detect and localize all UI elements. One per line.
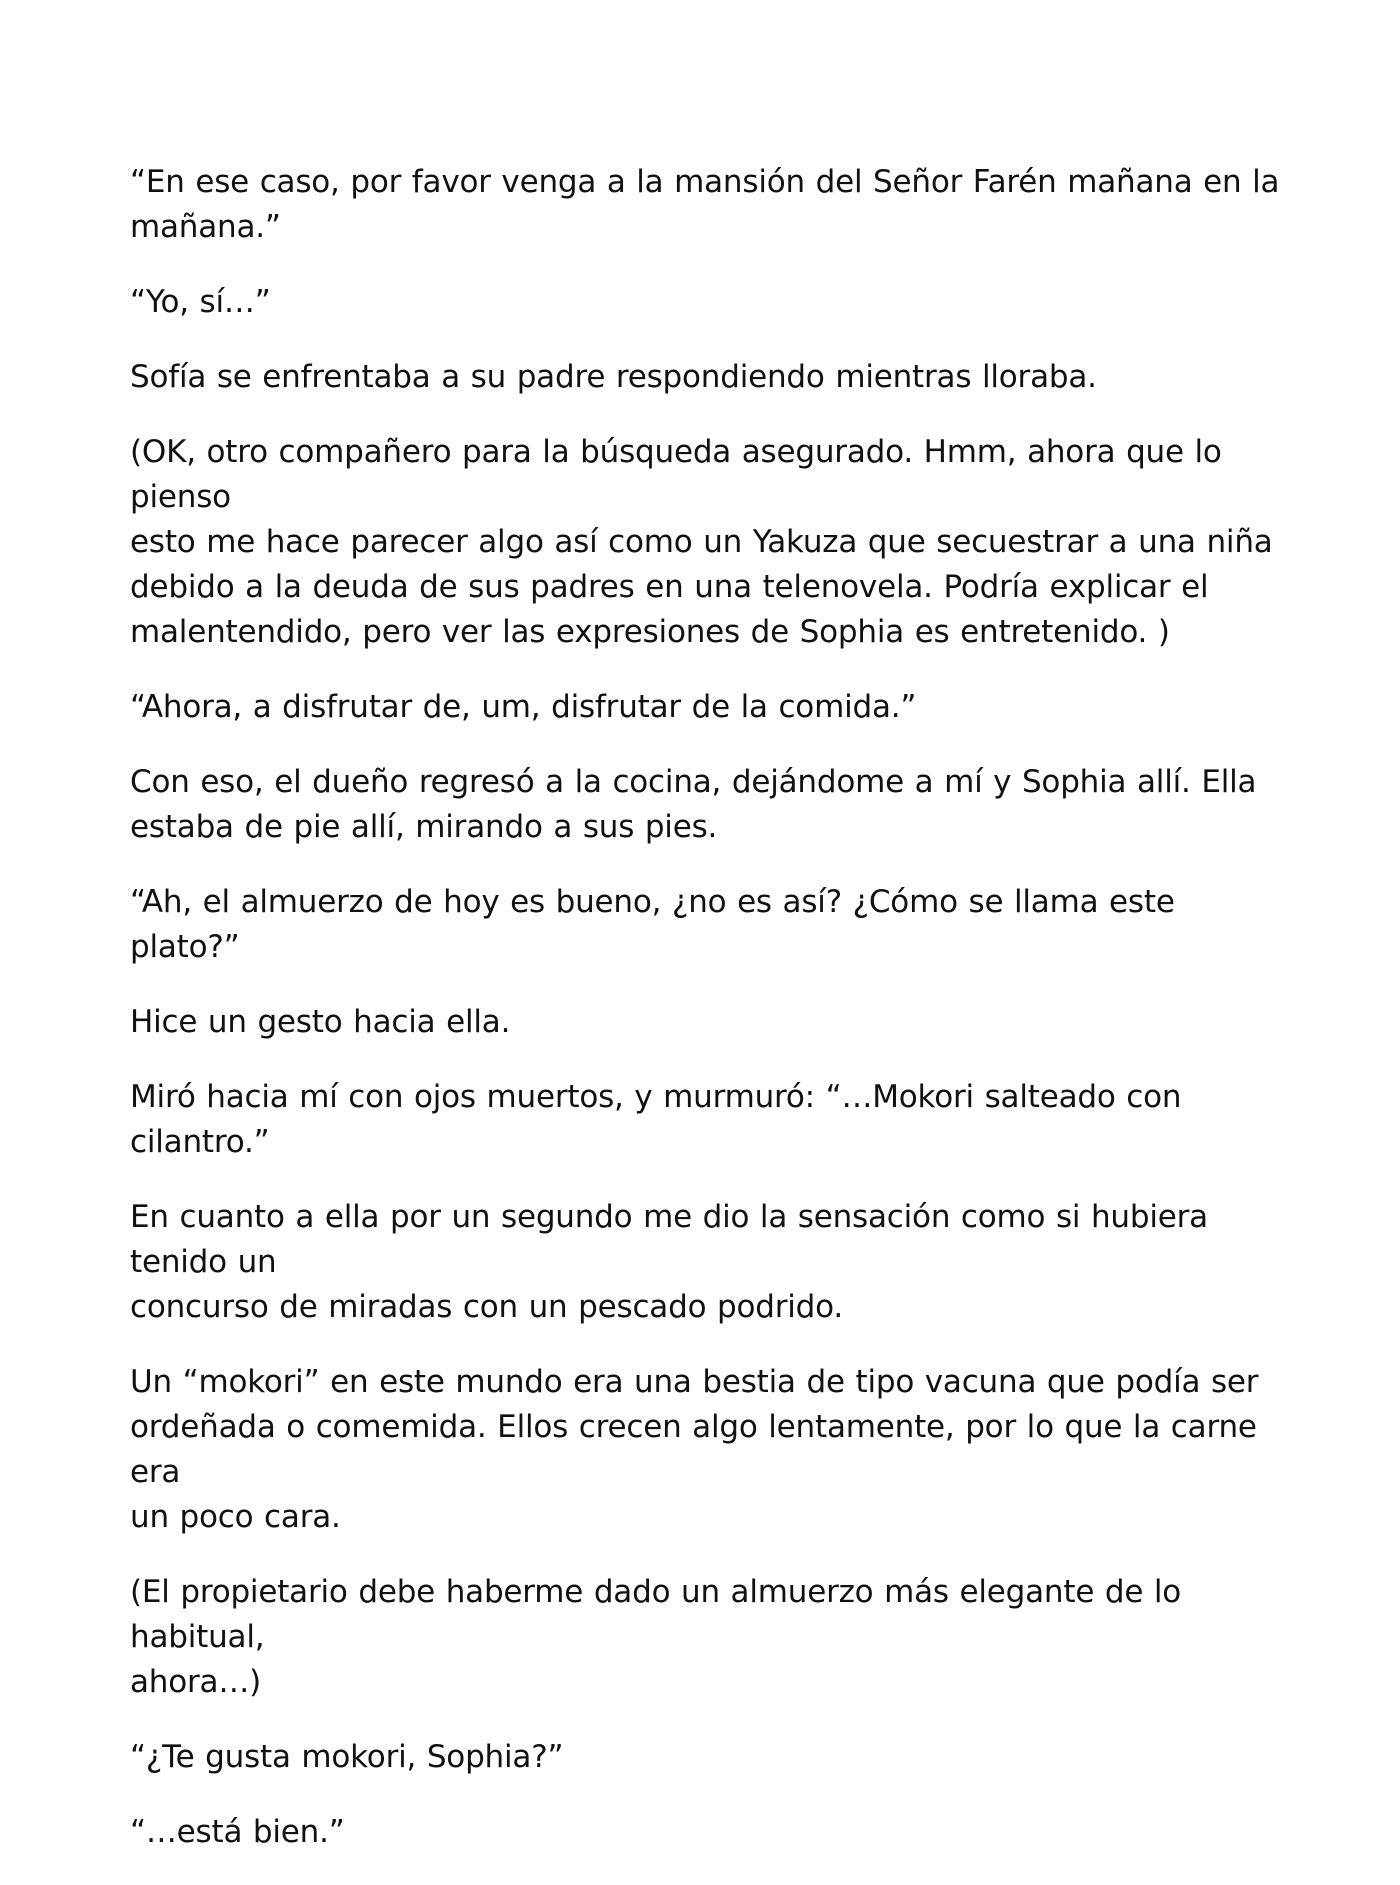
paragraph: “¿Te gusta mokori, Sophia?”	[130, 1739, 564, 1775]
paragraph: “Ah, el almuerzo de hoy es bueno, ¿no es así? ¿Cómo se llama este plato?”	[130, 884, 1175, 965]
paragraph: (El propietario debe haberme dado un almuerzo más elegante de lo habitual, ahora…)	[130, 1574, 1182, 1700]
paragraph: “Ahora, a disfrutar de, um, disfrutar de la comida.”	[130, 689, 917, 725]
paragraph: “…está bien.”	[130, 1814, 345, 1850]
document-body	[130, 160, 1280, 1885]
paragraph: Sofía se enfrentaba a su padre respondiendo mientras lloraba.	[130, 359, 1097, 395]
paragraph: Hice un gesto hacia ella.	[130, 1004, 511, 1040]
paragraph: Con eso, el dueño regresó a la cocina, dejándome a mí y Sophia allí. Ella estaba de pie allí, mirando a sus pies.	[130, 764, 1257, 845]
paragraph: “En ese caso, por favor venga a la mansión del Señor Farén mañana en la mañana.”	[130, 164, 1280, 245]
paragraph: (OK, otro compañero para la búsqueda asegurado. Hmm, ahora que lo pienso esto me hace parecer algo así como un Yakuza que secuestrar a una niña debido a la deuda de sus padres en una telenovela. Podría explicar el malentendido, pero ver las expresiones de Sophia es entretenido. )	[130, 434, 1273, 650]
paragraph: En cuanto a ella por un segundo me dio la sensación como si hubiera tenido un concurso de miradas con un pescado podrido.	[130, 1199, 1208, 1325]
paragraph: Un “mokori” en este mundo era una bestia de tipo vacuna que podía ser ordeñada o comemida. Ellos crecen algo lentamente, por lo que la carne era un poco cara.	[130, 1364, 1259, 1535]
paragraph: “Yo, sí…”	[130, 284, 271, 320]
paragraph: Miró hacia mí con ojos muertos, y murmuró: “…Mokori salteado con cilantro.”	[130, 1079, 1182, 1160]
